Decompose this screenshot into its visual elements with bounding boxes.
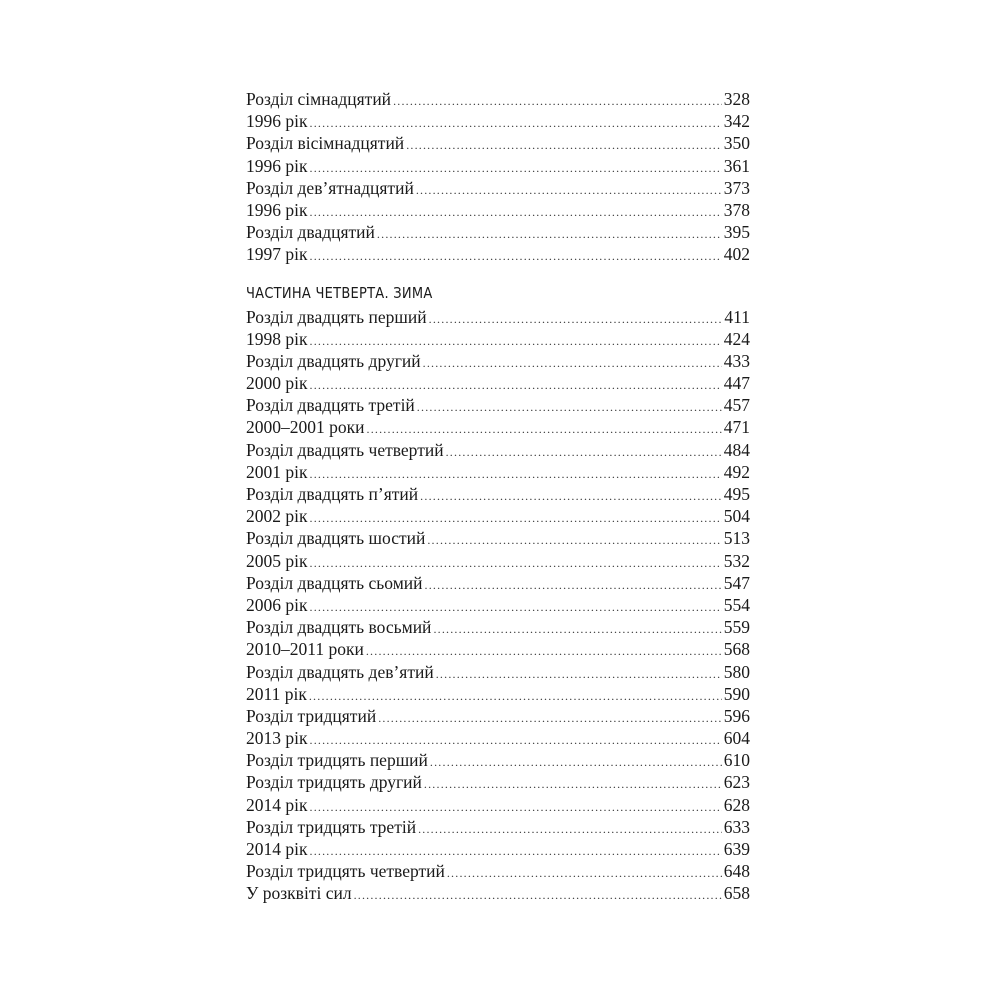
toc-entry[interactable] <box>246 416 750 438</box>
toc-entry-page-number: 628 <box>723 794 750 815</box>
toc-entry-page-number: 623 <box>723 772 750 793</box>
toc-entry[interactable] <box>246 350 750 372</box>
toc-entry-page-number: 568 <box>723 639 750 660</box>
toc-entry-title: 2011 рік <box>246 683 307 704</box>
toc-entry-page-number: 554 <box>723 594 750 615</box>
toc-entry-title: 2006 рік <box>246 594 308 615</box>
dot-leader <box>310 162 722 174</box>
toc-entry-page-number: 361 <box>723 155 750 176</box>
dot-leader <box>429 313 723 325</box>
toc-entry-title: Розділ тридцять перший <box>246 750 428 771</box>
toc-entry-page-number: 648 <box>723 861 750 882</box>
toc-entry-title: Розділ двадцять дев’ятий <box>246 661 434 682</box>
toc-entry-title: Розділ двадцять четвертий <box>246 439 444 460</box>
toc-entry[interactable] <box>246 306 750 328</box>
toc-entry-title: Розділ двадцять другий <box>246 350 421 371</box>
dot-leader <box>423 357 722 369</box>
dot-leader <box>446 446 722 458</box>
toc-entry[interactable] <box>246 394 750 416</box>
toc-entry-title: Розділ двадцять шостий <box>246 528 426 549</box>
dot-leader <box>377 228 722 240</box>
toc-entry-page-number: 495 <box>723 484 750 504</box>
toc-entry-page-number: 504 <box>723 506 750 527</box>
toc-entry-title: 2001 рік <box>246 461 308 482</box>
toc-entry-page-number: 547 <box>723 572 750 593</box>
dot-leader <box>447 867 722 879</box>
dot-leader <box>310 250 722 262</box>
toc-entry-page-number: 373 <box>723 177 750 198</box>
toc-entry[interactable] <box>246 243 750 265</box>
toc-entry[interactable] <box>246 816 750 838</box>
toc-entry-title: У розквіті сил <box>246 883 352 904</box>
part-heading: ЧАСТИНА ЧЕТВЕРТА. ЗИМА <box>246 283 433 302</box>
dot-leader <box>418 823 722 835</box>
dot-leader <box>367 423 722 435</box>
dot-leader <box>310 206 722 218</box>
dot-leader <box>416 184 722 196</box>
toc-entry-page-number: 492 <box>723 461 750 482</box>
dot-leader <box>433 623 721 635</box>
toc-entry-page-number: 328 <box>723 89 750 109</box>
dot-leader <box>310 379 722 391</box>
dot-leader <box>310 557 722 569</box>
toc-entry-title: Розділ сімнадцятий <box>246 89 392 109</box>
toc-entry-title: 1997 рік <box>246 244 308 265</box>
toc-entry[interactable] <box>246 505 750 527</box>
table-of-contents <box>246 88 750 905</box>
toc-entry-title: 2000–2001 роки <box>246 417 365 438</box>
toc-entry[interactable] <box>246 550 750 572</box>
toc-entry-title: Розділ двадцять сьомий <box>246 572 423 593</box>
toc-entry[interactable] <box>246 882 750 904</box>
toc-entry-title: Розділ дев’ятнадцятий <box>246 177 414 198</box>
toc-entry-title: 2005 рік <box>246 550 308 571</box>
toc-entry-page-number: 378 <box>723 199 750 220</box>
toc-entry-title: Розділ тридцять четвертий <box>246 861 445 882</box>
toc-list-part-four <box>246 306 750 905</box>
dot-leader <box>430 756 722 768</box>
dot-leader <box>378 712 722 724</box>
toc-entry-title: Розділ тридцятий <box>246 705 377 726</box>
toc-entry-page-number: 350 <box>723 133 750 154</box>
toc-entry-page-number: 457 <box>723 395 750 416</box>
toc-entry-title: 1998 рік <box>246 328 308 349</box>
toc-entry-page-number: 633 <box>723 816 750 837</box>
toc-entry[interactable] <box>246 594 750 616</box>
toc-entry[interactable] <box>246 838 750 860</box>
toc-entry[interactable] <box>246 110 750 132</box>
toc-entry[interactable] <box>246 483 750 505</box>
toc-entry[interactable] <box>246 527 750 549</box>
toc-entry-page-number: 658 <box>723 883 750 904</box>
toc-entry-page-number: 424 <box>723 328 750 349</box>
toc-entry-page-number: 604 <box>723 728 750 749</box>
toc-entry-page-number: 342 <box>723 111 750 132</box>
dot-leader <box>393 95 722 107</box>
dot-leader <box>310 512 722 524</box>
toc-entry-page-number: 471 <box>723 417 750 438</box>
toc-entry-title: 2013 рік <box>246 728 308 749</box>
toc-entry-page-number: 590 <box>723 683 750 704</box>
toc-entry[interactable] <box>246 461 750 483</box>
toc-entry-title: Розділ тридцять другий <box>246 772 422 793</box>
toc-entry-page-number: 639 <box>723 839 750 859</box>
dot-leader <box>425 579 722 591</box>
toc-entry-title: Розділ двадцять перший <box>246 306 427 327</box>
toc-entry-title: 2014 рік <box>246 794 308 815</box>
toc-entry-title: Розділ двадцятий <box>246 222 375 243</box>
dot-leader <box>310 468 722 480</box>
toc-entry[interactable] <box>246 771 750 793</box>
toc-entry-page-number: 532 <box>723 550 750 571</box>
toc-entry[interactable] <box>246 132 750 154</box>
toc-entry-title: 2014 рік <box>246 839 308 859</box>
toc-entry-page-number: 447 <box>723 373 750 394</box>
toc-entry[interactable] <box>246 155 750 177</box>
toc-list-top <box>246 88 750 266</box>
toc-entry-page-number: 433 <box>723 350 750 371</box>
toc-entry[interactable] <box>246 88 750 110</box>
toc-entry[interactable] <box>246 177 750 199</box>
dot-leader <box>310 601 722 613</box>
dot-leader <box>354 889 722 901</box>
toc-entry-title: Розділ тридцять третій <box>246 816 417 837</box>
toc-entry-page-number: 513 <box>723 528 750 549</box>
toc-entry[interactable] <box>246 683 750 705</box>
toc-entry[interactable] <box>246 638 750 660</box>
dot-leader <box>310 845 722 857</box>
toc-entry-page-number: 395 <box>723 222 750 243</box>
toc-entry-title: Розділ двадцять восьмий <box>246 617 432 638</box>
toc-entry-page-number: 610 <box>723 750 750 771</box>
toc-entry-title: Розділ вісімнадцятий <box>246 133 405 154</box>
dot-leader <box>309 690 722 702</box>
toc-entry[interactable] <box>246 199 750 221</box>
toc-entry-page-number: 411 <box>724 306 750 327</box>
dot-leader <box>310 801 722 813</box>
toc-entry[interactable] <box>246 727 750 749</box>
toc-entry-page-number: 596 <box>723 705 750 726</box>
dot-leader <box>417 401 722 413</box>
toc-entry-title: Розділ двадцять третій <box>246 395 415 416</box>
dot-leader <box>427 534 721 546</box>
toc-entry[interactable] <box>246 705 750 727</box>
toc-entry-page-number: 402 <box>723 244 750 265</box>
dot-leader <box>436 668 722 680</box>
toc-entry-title: 1996 рік <box>246 155 308 176</box>
toc-entry[interactable] <box>246 661 750 683</box>
toc-entry-title: 1996 рік <box>246 111 308 132</box>
toc-entry[interactable] <box>246 794 750 816</box>
toc-entry[interactable] <box>246 372 750 394</box>
toc-entry[interactable] <box>246 616 750 638</box>
dot-leader <box>366 645 722 657</box>
toc-entry-title: 1996 рік <box>246 199 308 220</box>
dot-leader <box>406 139 722 151</box>
toc-entry[interactable] <box>246 572 750 594</box>
toc-entry-page-number: 559 <box>723 617 750 638</box>
toc-entry-title: 2002 рік <box>246 506 308 527</box>
toc-entry[interactable] <box>246 749 750 771</box>
toc-entry-title: 2000 рік <box>246 373 308 394</box>
dot-leader <box>310 335 722 347</box>
dot-leader <box>420 490 722 502</box>
toc-entry[interactable] <box>246 221 750 243</box>
toc-entry[interactable] <box>246 860 750 882</box>
toc-entry-title: Розділ двадцять п’ятий <box>246 484 419 504</box>
toc-entry-page-number: 484 <box>723 439 750 460</box>
dot-leader <box>310 734 722 746</box>
toc-entry[interactable] <box>246 328 750 350</box>
toc-entry-page-number: 580 <box>723 661 750 682</box>
toc-entry-title: 2010–2011 роки <box>246 639 364 660</box>
toc-entry[interactable] <box>246 439 750 461</box>
dot-leader <box>424 778 722 790</box>
dot-leader <box>310 117 722 129</box>
